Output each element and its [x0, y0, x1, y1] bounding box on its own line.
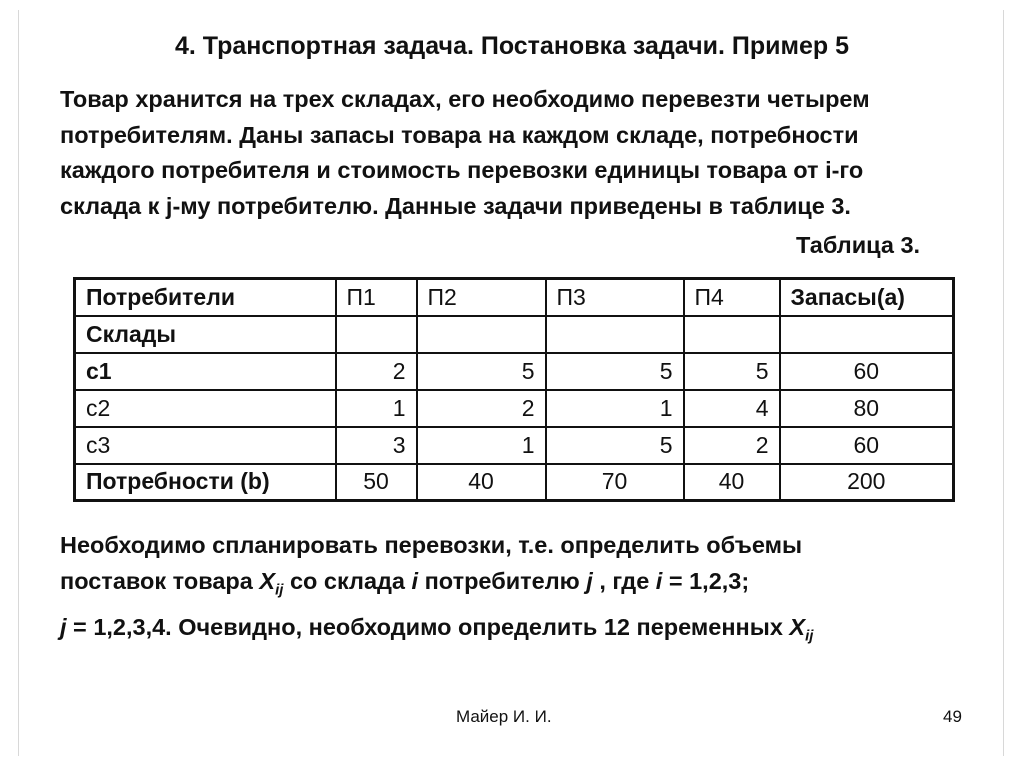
intro-line: каждого потребителя и стоимость перевозки единицы товара от i-го — [60, 157, 864, 183]
table-cell: 60 — [780, 427, 954, 464]
table-cell: 50 — [336, 464, 417, 501]
table-cell: 1 — [336, 390, 417, 427]
outro-text: = 1,2,3; — [662, 568, 750, 594]
table-cell: 40 — [417, 464, 546, 501]
table-cell: 2 — [336, 353, 417, 390]
intro-paragraph — [60, 82, 960, 224]
header-p4: П4 — [684, 279, 780, 316]
variable-x: $X_{ij}$ — [259, 568, 284, 599]
table-cell: 2 — [684, 427, 780, 464]
table-cell: 1 — [417, 427, 546, 464]
table-cell: 5 — [546, 353, 684, 390]
outro-paragraph — [60, 527, 960, 654]
table-cell — [780, 316, 954, 353]
variable-j: j — [586, 568, 593, 594]
table-row — [75, 427, 954, 464]
header-supply: Запасы(а) — [780, 279, 954, 316]
variable-x: $X_{ij}$ — [789, 613, 814, 645]
header-p3: П3 — [546, 279, 684, 316]
outro-line: Необходимо спланировать перевозки, т.е. определить объемы — [60, 532, 803, 558]
variable-j: j — [60, 613, 67, 640]
table-caption: Таблица 3. — [796, 232, 921, 258]
header-p1: П1 — [336, 279, 417, 316]
table-footer-row — [75, 464, 954, 501]
row-label: с1 — [75, 353, 336, 390]
header-consumers: Потребители — [75, 279, 336, 316]
outro-text: = 1,2,3,4. Очевидно, необходимо определить 12 переменных — [66, 613, 790, 640]
table-cell: 200 — [780, 464, 954, 501]
footer-author: Майер И. И. — [456, 707, 552, 726]
subheader-warehouses: Склады — [75, 316, 336, 353]
variable-subscript: ij — [805, 627, 814, 645]
table-cell — [684, 316, 780, 353]
table-cell: 80 — [780, 390, 954, 427]
slide-title: 4. Транспортная задача. Постановка задачи. Пример 5 — [175, 32, 849, 60]
table-cell: 70 — [546, 464, 684, 501]
intro-line: Товар хранится на трех складах, его необходимо перевезти четырем — [60, 86, 870, 112]
variable-subscript: ij — [275, 581, 284, 599]
table-cell: 5 — [417, 353, 546, 390]
outro-text: потребителю — [418, 568, 587, 594]
table-cell: 40 — [684, 464, 780, 501]
row-label: с3 — [75, 427, 336, 464]
table-cell: 3 — [336, 427, 417, 464]
footer-demand-label: Потребности (b) — [75, 464, 336, 501]
table-cell — [546, 316, 684, 353]
table-row — [75, 390, 954, 427]
outro-text: поставок товара — [60, 568, 260, 594]
outro-text: со склада — [283, 568, 412, 594]
intro-line: склада к j-му потребителю. Данные задачи приведены в таблице 3. — [60, 192, 851, 219]
table-cell: 4 — [684, 390, 780, 427]
variable-i: i — [655, 568, 663, 594]
variable-i: i — [411, 568, 419, 594]
outro-line — [60, 563, 960, 609]
table-cell: 1 — [546, 390, 684, 427]
table-cell: 5 — [546, 427, 684, 464]
table-cell: 2 — [417, 390, 546, 427]
table-cell: 5 — [684, 353, 780, 390]
table-row — [75, 353, 954, 390]
table-header-row — [75, 279, 954, 316]
intro-line: потребителям. Даны запасы товара на каждом складе, потребности — [60, 121, 859, 148]
transport-table — [73, 277, 955, 502]
table-cell: 60 — [780, 353, 954, 390]
outro-text: , где — [592, 568, 656, 594]
page-number: 49 — [943, 707, 962, 726]
table-cell — [336, 316, 417, 353]
table-cell — [417, 316, 546, 353]
row-label: с2 — [75, 390, 336, 427]
header-p2: П2 — [417, 279, 546, 316]
table-subheader-row — [75, 316, 954, 353]
outro-line — [60, 609, 960, 655]
